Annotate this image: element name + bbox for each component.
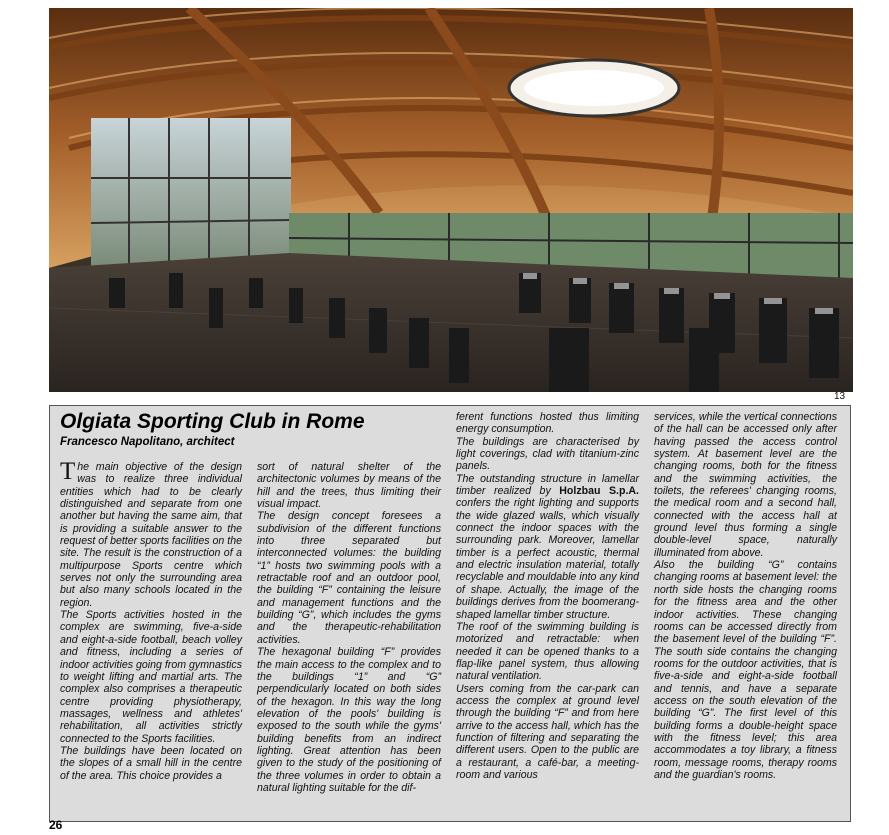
paragraph: Also the building “G” contains changing rooms at basement level: the north side hosts the changing rooms for the fitness area and the other indoor activities. These changing rooms can be accessed directly from the basement level of the building “F”. The south side contains the changing rooms for the outdoor activities, that is five-a-side and eight-a-side football and tennis, and have a separate access on the south elevation of the building “G”. The first level of this building forms a double-height space with the fitness level; this area accommodates a toy library, a fitness room, message rooms, therapy rooms and the guardian's rooms. — [654, 559, 837, 781]
paragraph: The buildings are characterised by light coverings, clad with titanium-zinc panels. — [456, 435, 639, 473]
drop-cap: T — [60, 458, 76, 485]
paragraph: ferent functions hosted thus limiting energy consumption. — [456, 411, 639, 436]
article-column-4 — [654, 411, 837, 781]
paragraph: sort of natural shelter of the architectonic volumes by means of the hill and the trees, thus limiting their visual impact. — [257, 461, 441, 511]
paragraph — [456, 473, 639, 621]
paragraph-text: confers the right lighting and supports the wide glazed walls, which visually connect the indoor spaces with the surrounding park. Moreover, lamellar timber is a perfect acoustic, thermal and electric insulation material, totally recyclable and mouldable into any kind of shape. Actually, the image of the buildings derives from the boomerang-shaped lamellar timber structure. — [456, 497, 639, 621]
article-column-1 — [60, 458, 242, 782]
paragraph-text: The outstanding structure in lamellar timber realized by — [456, 472, 639, 498]
paragraph: The roof of the swimming building is motorized and retractable: when needed it can be opened thanks to a flap-like panel system, thus allowing natural ventilation. — [456, 620, 639, 683]
page-number: 26 — [49, 818, 63, 832]
gym-photo-illustration — [49, 8, 853, 392]
paragraph: The buildings have been located on the slopes of a small hill in the centre of the area. This choice provides a — [60, 744, 242, 782]
paragraph: he main objective of the design was to realize three individual entities which had to be clearly distinguished and separate from one another but having the same aim, that is providing a suitable answer to the request of better sports facilities on the site. The result is the construction of a multipurpose Sports centre which serves not only the surrounding area but also many schools located in the region. — [60, 461, 242, 609]
photo-number: 13 — [834, 391, 846, 402]
paragraph: The design concept foresees a subdivision of the different functions into three separated but interconnected volumes: the building “1” hosts two swimming pools with a retractable roof and an outdoor pool, the building “F” containing the leisure and management functions and the building “G”, which includes the gyms and the therapeutic-rehabilitation activities. — [257, 510, 441, 646]
article-author: Francesco Napolitano, architect — [60, 436, 235, 448]
gym-photo — [49, 8, 853, 392]
article-column-3 — [456, 411, 639, 781]
paragraph: services, while the vertical connections of the hall can be accessed only after having passed the access control system. At basement level are the changing rooms, both for the fitness and the swimming activities, the toilets, the referees' changing rooms, the medical room and a second hall, connected with the access hall at ground level thus forming a single double-level space, naturally illuminated from above. — [654, 411, 837, 559]
paragraph: The hexagonal building “F” provides the main access to the complex and to the buildings “1” and “G” perpendicularly located on both sides of the hexagon. In this way the long elevation of the pools' building is exposed to the south while the gyms' building benefits from an indirect lighting. Great attention has been given to the study of the positioning of the three volumes in order to obtain a natural lighting suitable for the dif- — [257, 646, 441, 794]
article-title: Olgiata Sporting Club in Rome — [60, 410, 365, 433]
brand-name: Holzbau S.p.A. — [559, 485, 639, 498]
paragraph: Users coming from the car-park can access the complex at ground level through the building “F” and from here arrive to the access hall, which has the function of filtering and separating the different users. Open to the public are a restaurant, a café-bar, a meeting-room and various — [456, 682, 639, 781]
article-column-2 — [257, 461, 441, 794]
paragraph: The Sports activities hosted in the complex are swimming, five-a-side and eight-a-side football, beach volley and fitness, including a series of indoor activities going from gymnastics to weight lifting and martial arts. The complex also comprises a therapeutic centre providing physiotherapy, massages, wellness and athletes' rehabilitation, all activities strictly connected to the Sports facilities. — [60, 609, 242, 745]
